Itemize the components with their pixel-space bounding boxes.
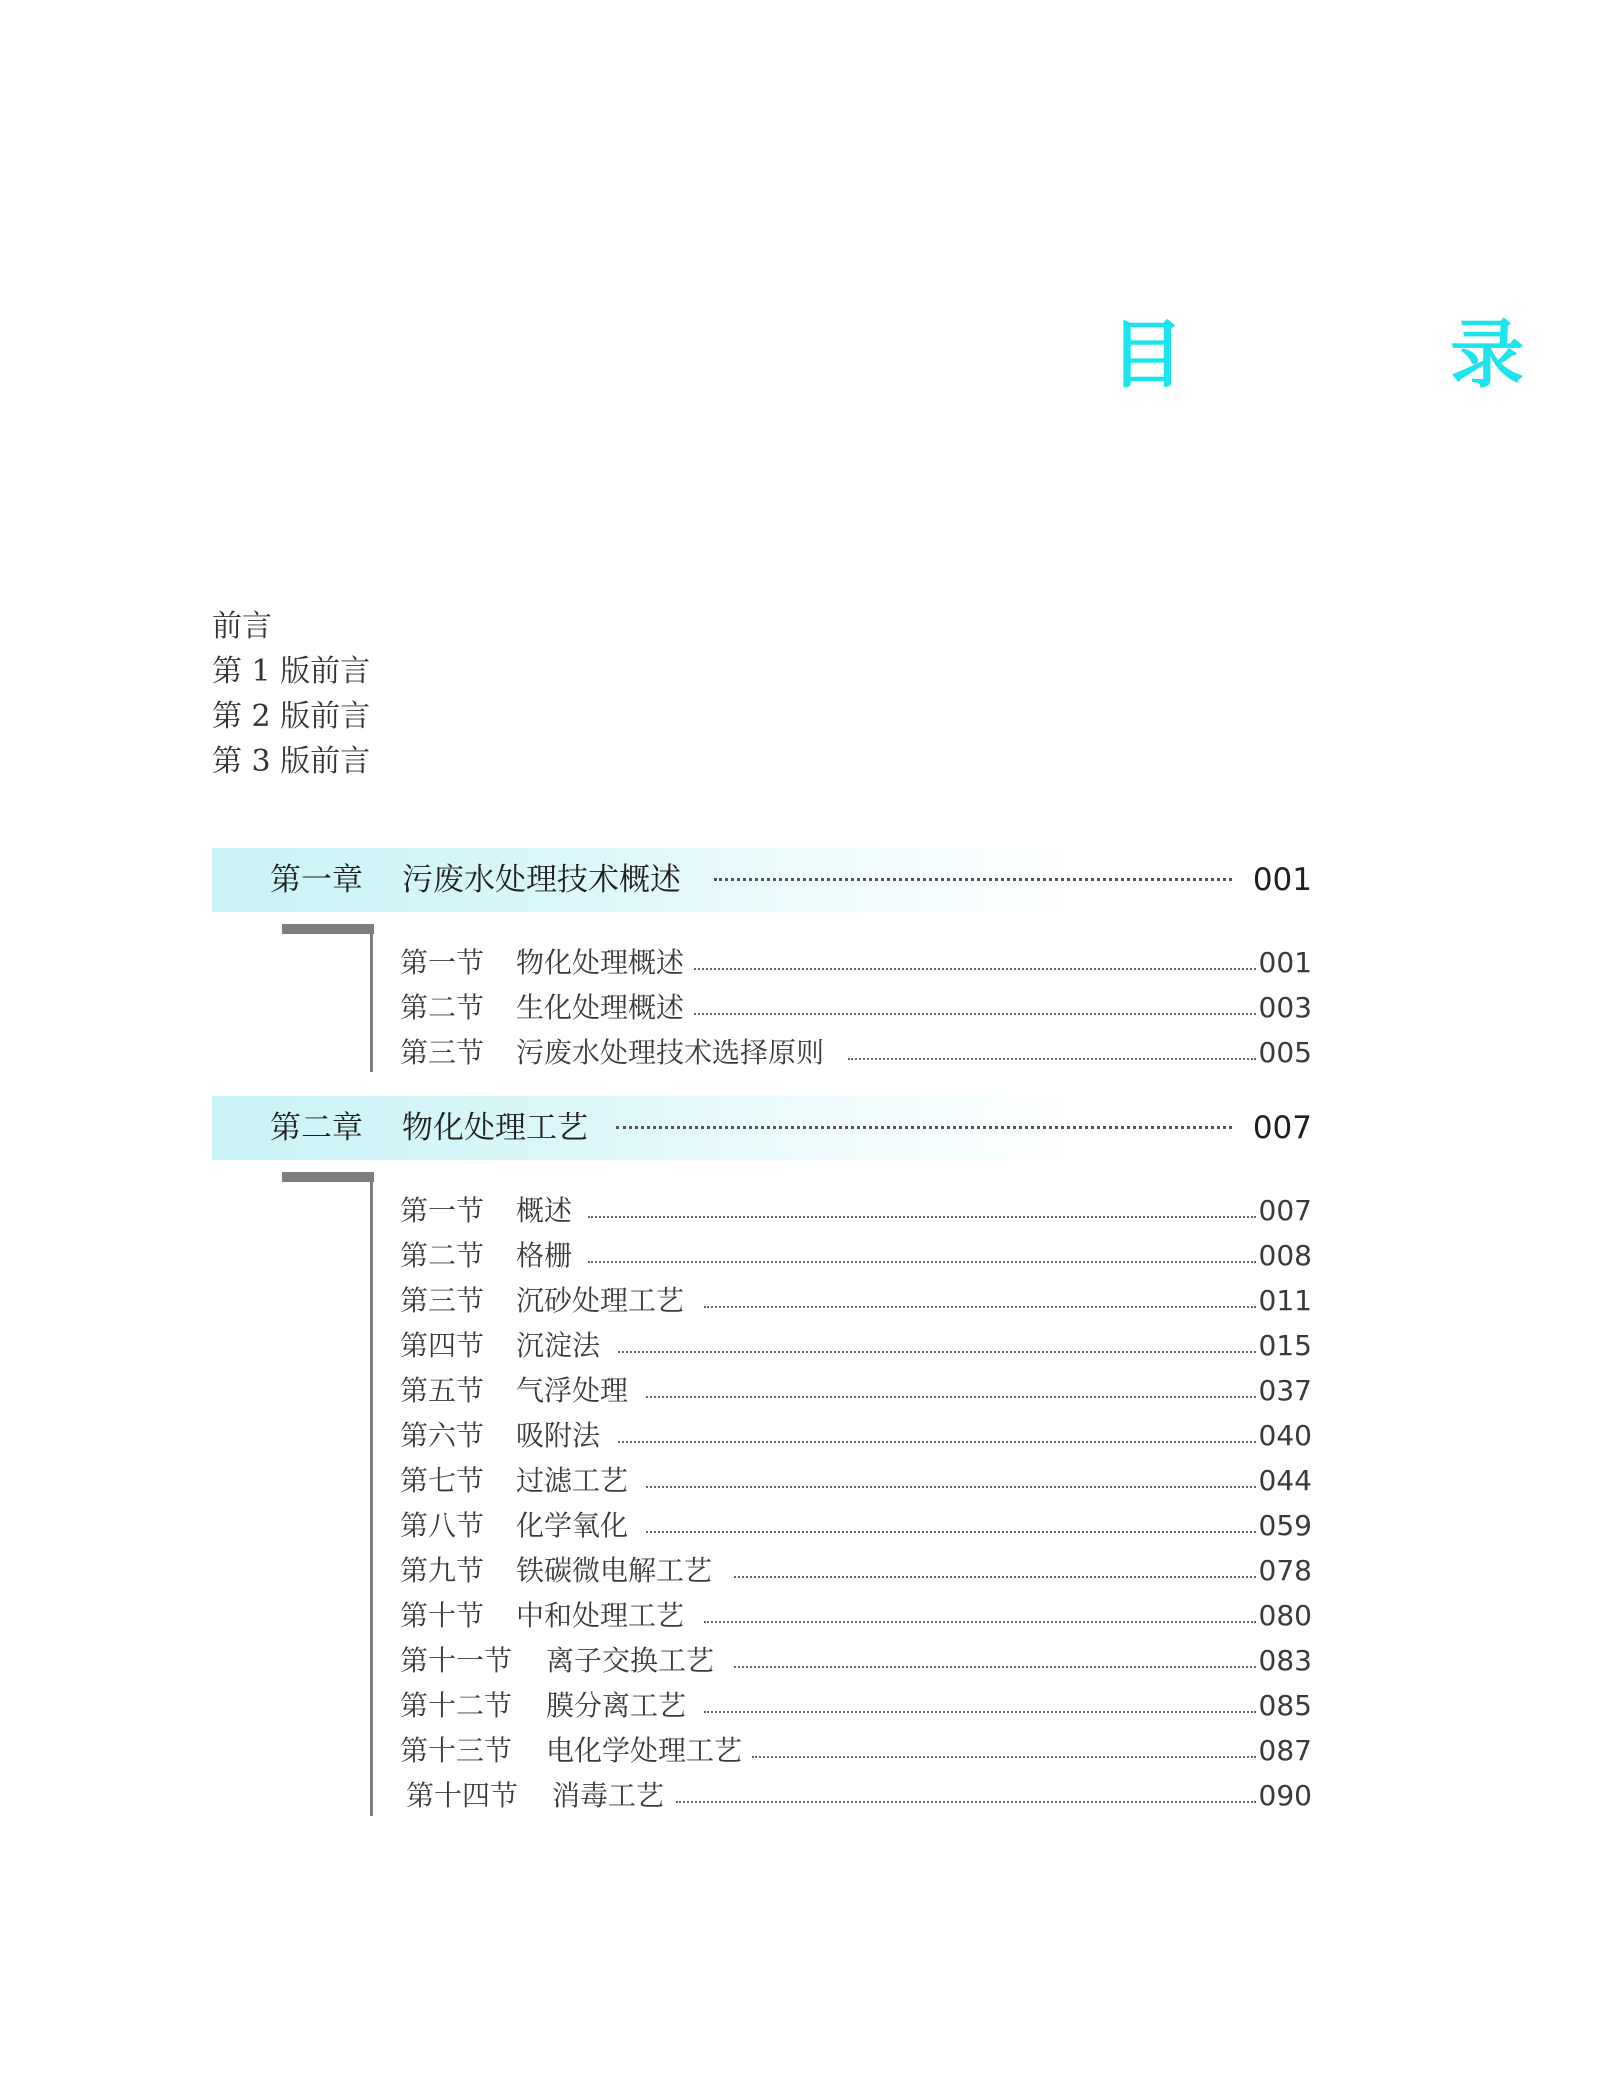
chapter-1-block <box>212 848 1312 1069</box>
section-number: 第十节 <box>400 1599 485 1632</box>
toc-section-row[interactable] <box>400 1728 1312 1773</box>
section-number: 第四节 <box>400 1329 485 1362</box>
section-title: 气浮处理 <box>516 1374 629 1407</box>
section-number: 第三节 <box>400 1284 485 1317</box>
section-page-number: 008 <box>1258 1239 1312 1272</box>
bracket-top-rule <box>282 1172 374 1182</box>
toc-section-row[interactable] <box>400 985 1312 1030</box>
section-number: 第八节 <box>400 1509 485 1542</box>
section-title: 离子交换工艺 <box>546 1644 715 1677</box>
section-title: 消毒工艺 <box>552 1779 665 1812</box>
bracket-vertical-rule <box>370 1172 373 1816</box>
dot-leader <box>734 1576 1256 1578</box>
dot-leader <box>704 1306 1256 1308</box>
section-title: 中和处理工艺 <box>516 1599 685 1632</box>
section-title: 生化处理概述 <box>516 991 685 1024</box>
dot-leader <box>618 1351 1256 1353</box>
section-page-number: 001 <box>1258 946 1312 979</box>
bracket-top-rule <box>282 924 374 934</box>
dot-leader <box>646 1486 1256 1488</box>
section-page-number: 087 <box>1258 1734 1312 1767</box>
section-number: 第一节 <box>400 946 485 979</box>
dot-leader <box>618 1441 1256 1443</box>
toc-section-row[interactable] <box>400 1683 1312 1728</box>
chapter-number: 第二章 <box>270 1110 363 1146</box>
section-title: 沉砂处理工艺 <box>516 1284 685 1317</box>
page-title: 目 录 <box>1110 312 1620 398</box>
section-title: 吸附法 <box>516 1419 601 1452</box>
section-number: 第六节 <box>400 1419 485 1452</box>
section-page-number: 003 <box>1258 991 1312 1024</box>
section-list <box>400 1188 1312 1818</box>
preface-item[interactable]: 前言 <box>212 609 272 644</box>
dot-leader <box>848 1058 1256 1060</box>
dot-leader <box>704 1711 1256 1713</box>
toc-section-row[interactable] <box>400 1233 1312 1278</box>
dot-leader <box>694 1013 1256 1015</box>
bracket-vertical-rule <box>370 924 373 1072</box>
dot-leader <box>752 1756 1256 1758</box>
section-title: 膜分离工艺 <box>546 1689 687 1722</box>
toc-section-row[interactable] <box>400 1458 1312 1503</box>
section-title: 过滤工艺 <box>516 1464 629 1497</box>
chapter-page-number: 001 <box>1252 862 1312 898</box>
chapter-number: 第一章 <box>270 862 363 898</box>
toc-section-row[interactable] <box>400 1188 1312 1233</box>
section-title: 概述 <box>516 1194 573 1227</box>
section-number: 第十四节 <box>406 1779 519 1812</box>
section-page-number: 085 <box>1258 1689 1312 1722</box>
section-number: 第七节 <box>400 1464 485 1497</box>
chapter-title: 污废水处理技术概述 <box>402 862 681 898</box>
section-number: 第九节 <box>400 1554 485 1587</box>
dot-leader <box>704 1621 1256 1623</box>
toc-section-row[interactable] <box>400 1323 1312 1368</box>
preface-item-3rd-edition[interactable]: 第 3 版前言 <box>212 744 371 779</box>
preface-item-1st-edition[interactable]: 第 1 版前言 <box>212 654 371 689</box>
section-number: 第十二节 <box>400 1689 513 1722</box>
section-number: 第十三节 <box>400 1734 513 1767</box>
section-number: 第三节 <box>400 1036 485 1069</box>
section-title: 污废水处理技术选择原则 <box>516 1036 825 1069</box>
section-list <box>400 940 1312 1075</box>
section-number: 第十一节 <box>400 1644 513 1677</box>
section-number: 第二节 <box>400 1239 485 1272</box>
toc-section-row[interactable] <box>400 1593 1312 1638</box>
section-page-number: 080 <box>1258 1599 1312 1632</box>
preface-list <box>212 604 370 784</box>
toc-section-row[interactable] <box>400 1030 1312 1075</box>
toc-section-row[interactable] <box>400 1368 1312 1413</box>
chapter-2-block <box>212 1096 1312 1812</box>
toc-section-row[interactable] <box>400 1638 1312 1683</box>
section-title: 物化处理概述 <box>516 946 685 979</box>
dot-leader <box>694 968 1256 970</box>
toc-section-row[interactable] <box>400 1503 1312 1548</box>
section-page-number: 037 <box>1258 1374 1312 1407</box>
section-title: 电化学处理工艺 <box>546 1734 743 1767</box>
preface-item-2nd-edition[interactable]: 第 2 版前言 <box>212 699 371 734</box>
section-page-number: 044 <box>1258 1464 1312 1497</box>
dot-leader <box>714 878 1232 881</box>
section-page-number: 040 <box>1258 1419 1312 1452</box>
section-page-number: 011 <box>1258 1284 1312 1317</box>
dot-leader <box>676 1801 1256 1803</box>
section-number: 第一节 <box>400 1194 485 1227</box>
toc-section-row[interactable] <box>400 1548 1312 1593</box>
dot-leader <box>616 1126 1232 1129</box>
section-page-number: 015 <box>1258 1329 1312 1362</box>
toc-section-row[interactable] <box>400 940 1312 985</box>
section-title: 沉淀法 <box>516 1329 601 1362</box>
dot-leader <box>588 1216 1256 1218</box>
section-page-number: 083 <box>1258 1644 1312 1677</box>
section-page-number: 078 <box>1258 1554 1312 1587</box>
section-page-number: 005 <box>1258 1036 1312 1069</box>
toc-section-row[interactable] <box>400 1773 1312 1818</box>
dot-leader <box>646 1396 1256 1398</box>
section-number: 第二节 <box>400 991 485 1024</box>
dot-leader <box>734 1666 1256 1668</box>
toc-section-row[interactable] <box>400 1278 1312 1323</box>
section-number: 第五节 <box>400 1374 485 1407</box>
section-title: 铁碳微电解工艺 <box>516 1554 713 1587</box>
section-page-number: 059 <box>1258 1509 1312 1542</box>
chapter-heading[interactable] <box>212 848 1312 912</box>
chapter-title: 物化处理工艺 <box>402 1110 588 1146</box>
section-title: 化学氧化 <box>516 1509 629 1542</box>
section-page-number: 007 <box>1258 1194 1312 1227</box>
dot-leader <box>588 1261 1256 1263</box>
section-page-number: 090 <box>1258 1779 1312 1812</box>
chapter-page-number: 007 <box>1252 1110 1312 1146</box>
toc-section-row[interactable] <box>400 1413 1312 1458</box>
chapter-heading[interactable] <box>212 1096 1312 1160</box>
dot-leader <box>646 1531 1256 1533</box>
section-title: 格栅 <box>516 1239 573 1272</box>
